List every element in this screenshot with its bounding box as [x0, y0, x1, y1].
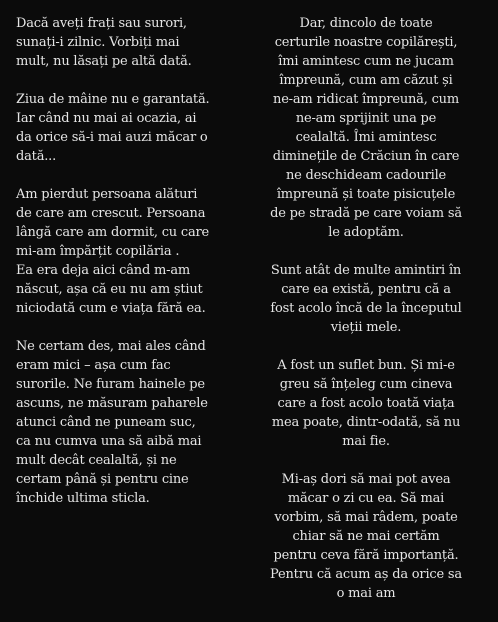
paragraph: Ziua de mâine nu e garantată. Iar când nu mai ai ocazia, ai da orice să-i mai auzi măcar o dată...: [16, 92, 210, 164]
right-text-column: [250, 14, 482, 622]
paragraph: Dacă aveți frați sau surori, sunați-i zilnic. Vorbiți mai mult, nu lăsați pe altă dată.: [16, 16, 192, 69]
paragraph: Sunt atât de multe amintiri în care ea există, pentru că a fost acolo încă de la începutul vieții mele.: [270, 263, 462, 335]
paragraph: Am pierdut persoana alături de care am crescut. Persoana lângă care am dormit, cu care mi-am împărțit copilăria . Ea era deja aici când m-am născut, așa că eu nu am știut niciodată cum e viața fără ea.: [16, 187, 210, 316]
paragraph: Dar, dincolo de toate certurile noastre copilărești, îmi amintesc cum ne jucam împreună, cum am căzut și ne-am ridicat împreună, cum ne-am sprijinit una pe cealaltă. Îmi amintesc diminețile de Crăciun în care ne deschideam cadourile împreună și toate pisicuțele de pe stradă pe care voiam să le adoptăm.: [270, 16, 462, 240]
left-text-column: [16, 14, 240, 527]
paragraph: Mi-aș dori să mai pot avea măcar o zi cu ea. Să mai vorbim, să mai râdem, poate chiar să ne mai certăm pentru ceva fără importanță. Pentru că acum aș da orice sa o mai am: [270, 472, 462, 601]
paragraph: A fost un suflet bun. Și mi-e greu să înțeleg cum cineva care a fost acolo toată viața mea poate, dintr-odată, să nu mai fie.: [271, 358, 461, 449]
paragraph: Ne certam des, mai ales când eram mici – așa cum fac surorile. Ne furam hainele pe ascuns, ne măsuram paharele atunci când ne puneam suc, ca nu cumva una să aibă mai mult decât cealaltă, și ne certam până și pentru cine închide ultima sticla.: [16, 339, 208, 506]
